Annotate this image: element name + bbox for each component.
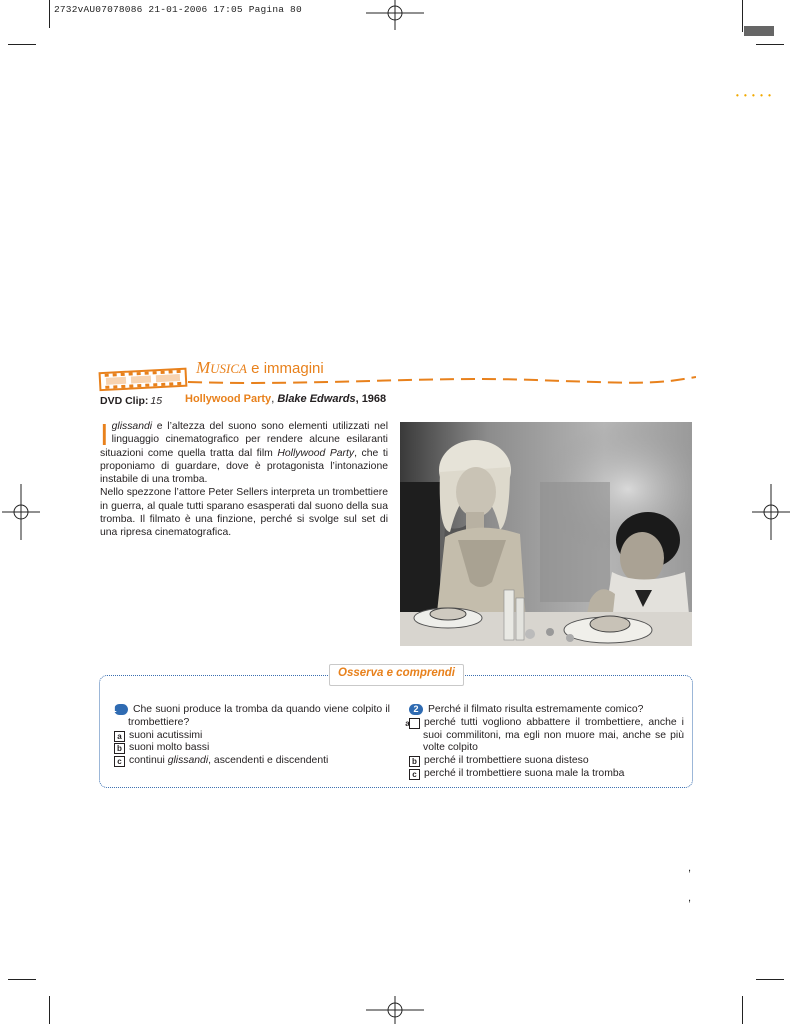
option-key-c[interactable]: c [114,756,125,767]
crop-mark [742,996,743,1024]
option-key-a[interactable]: a [409,718,420,729]
option-row: b perché il trombettiere suona disteso [409,755,684,768]
question-text: 2 Perché il filmato risulta estremamente comico? [409,704,684,717]
crop-mark [49,996,50,1024]
registration-target-bottom [366,996,424,1024]
crop-mark [742,0,743,32]
registration-target-left [2,484,40,540]
option-row: c continui glissandi, ascendenti e discendenti [114,755,390,768]
option-key-b[interactable]: b [409,756,420,767]
film-still-photo [400,422,692,646]
crop-mark [49,0,50,28]
film-strip-icon [96,366,696,396]
exercise-section-label: Osserva e comprendi [329,664,464,686]
question-number-badge: 2 [409,704,423,715]
film-reference: Hollywood Party, Blake Edwards, 1968 [185,393,387,405]
option-row: a suoni acutissimi [114,730,390,743]
printer-slug: 2732vAU07078086 21-01-2006 17:05 Pagina 80 [54,4,302,15]
crop-mark [8,44,36,45]
question-text: 1 Che suoni produce la tromba da quando viene colpito il trombettiere? [111,704,390,728]
crop-mark [756,979,784,980]
drop-cap: I [100,417,109,452]
intro-text [100,417,389,540]
section-heading: MUSICA e immagini [196,358,324,377]
registration-target-right [752,484,790,540]
option-key-c[interactable]: c [409,769,420,780]
decorative-dots: • • • • • [736,91,773,100]
option-row: b suoni molto bassi [114,742,390,755]
stray-mark: , [688,892,692,904]
option-key-b[interactable]: b [114,743,125,754]
stray-mark: , [688,862,692,874]
crop-mark [756,44,784,45]
option-row: a perché tutti vogliono abbattere il trombettiere, anche i suoi commilitoni, ma egli non muore mai, anche se più volte colpito [405,716,684,754]
question-number-badge: 1 [114,704,128,715]
option-key-a[interactable]: a [114,731,125,742]
crop-mark [8,979,36,980]
question-1 [111,704,390,768]
corner-color-tab [744,26,774,36]
dvd-clip-ref: DVD Clip: 15 [100,395,163,407]
question-2 [405,704,684,781]
intro-paragraph-1: glissandi e l’altezza del suono sono elementi utilizzati nel linguaggio cinematografico per rendere alcune esilaranti situazioni come quella tratta dal film Hollywood Party, che ti proponiamo di guardare, dove è protagonista l’intonazione instabile di una tromba. [100,421,389,486]
registration-target-top [366,0,424,30]
intro-paragraph-2: Nello spezzone l’attore Peter Sellers interpreta un trombettiere in guerra, al quale tutti sparano esasperati dal suono della sua tromba. Il filmato è una finzione, perché si svolge sul set di una ripresa cinematografica. [100,487,388,539]
option-row: c perché il trombettiere suona male la tromba [409,768,684,781]
